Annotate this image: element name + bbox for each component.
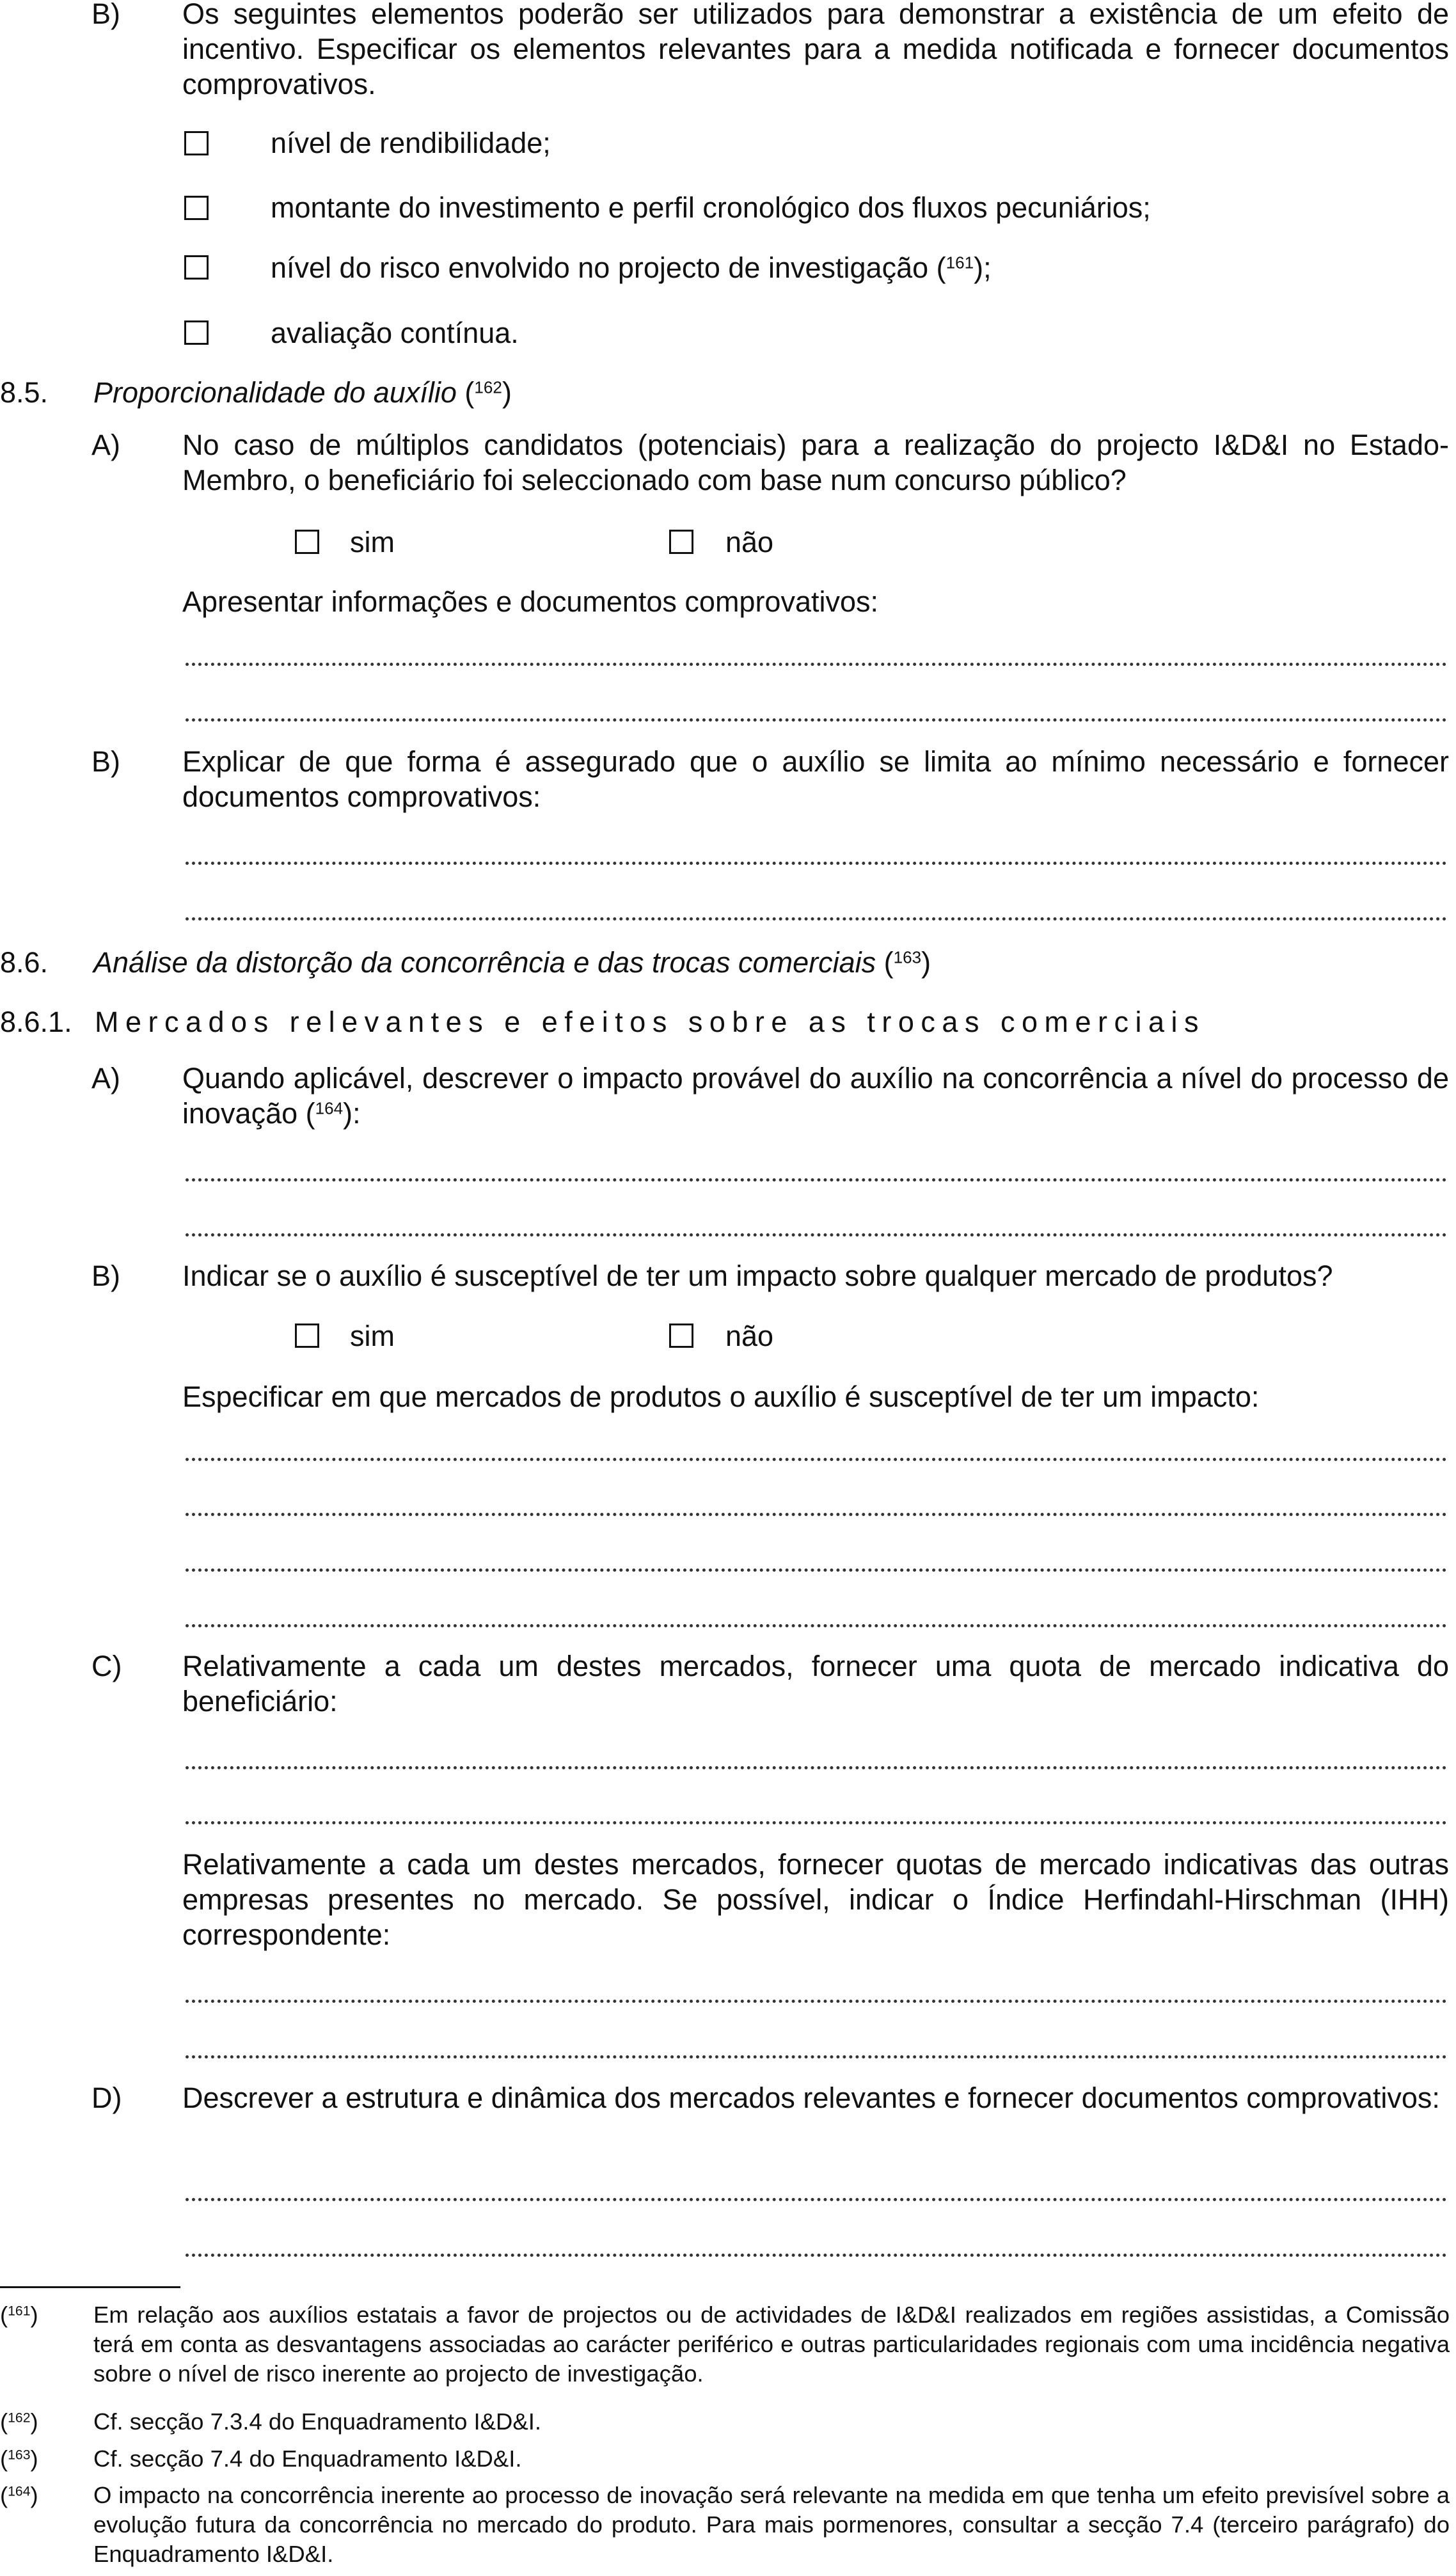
answer-line[interactable] xyxy=(186,862,1447,865)
section-8-6-ref-open: ( xyxy=(876,946,894,979)
footnote-163-label: ($^{163}$) xyxy=(0,2446,38,2472)
footnote-161-number: 161 xyxy=(8,2303,31,2319)
section-8-6-1-number: 8.6.1. xyxy=(0,1006,72,1038)
section-8-6-number: 8.6. xyxy=(0,946,49,979)
option-investimento: montante do investimento e perfil cronológico dos fluxos pecuniários; xyxy=(271,191,1151,224)
section-8-5-number: 8.5. xyxy=(0,376,49,409)
s861-d-question: Descrever a estrutura e dinâmica dos mercados relevantes e fornecer documentos comprovativos: xyxy=(182,2082,1440,2114)
option-avaliacao: avaliação contínua. xyxy=(271,317,519,349)
s861-a-question-text: Quando aplicável, descrever o impacto provável do auxílio na concorrência a nível do processo de inovação ( xyxy=(182,1062,1449,1130)
s85-a-label: A) xyxy=(91,429,120,461)
answer-line[interactable] xyxy=(186,917,1447,921)
section-8-6-ref-close: ) xyxy=(921,946,931,979)
footnote-164-label: ($^{164}$) xyxy=(0,2482,38,2508)
s861-a-question xyxy=(182,1061,1449,1131)
s861-b-checkbox-sim[interactable] xyxy=(295,1324,319,1348)
s85-a-checkbox-nao[interactable] xyxy=(669,530,693,554)
answer-line[interactable] xyxy=(186,2198,1447,2201)
s85-b-question: Explicar de que forma é assegurado que o auxílio se limita ao mínimo necessário e fornecer documentos comprovativos: xyxy=(182,745,1449,813)
s861-b-label: B) xyxy=(91,1260,120,1292)
section-8-5-title: Proporcionalidade do auxílio xyxy=(93,376,457,409)
section-8-6-title: Análise da distorção da concorrência e das trocas comerciais xyxy=(93,946,876,979)
s861-c-label: C) xyxy=(91,1650,122,1682)
section-8-6-1-title: Mercados relevantes e efeitos sobre as trocas comerciais xyxy=(95,1006,1206,1038)
section-8-5-ref-open: ( xyxy=(456,376,475,409)
option-risco-text: nível do risco envolvido no projecto de investigação ( xyxy=(271,251,946,284)
checkbox-investimento[interactable] xyxy=(184,196,209,220)
answer-line[interactable] xyxy=(186,718,1447,722)
s861-b-specify-prompt: Especificar em que mercados de produtos o auxílio é susceptível de ter um impacto: xyxy=(182,1380,1260,1413)
s861-b-label-nao: não xyxy=(725,1320,774,1352)
s861-b-checkbox-nao[interactable] xyxy=(669,1324,693,1348)
answer-line[interactable] xyxy=(186,1766,1447,1769)
checkbox-rendibilidade[interactable] xyxy=(184,131,209,155)
answer-line[interactable] xyxy=(186,1821,1447,1824)
answer-line[interactable] xyxy=(186,1624,1447,1627)
s861-b-question: Indicar se o auxílio é susceptível de ter um impacto sobre qualquer mercado de produtos? xyxy=(182,1260,1333,1292)
answer-line[interactable] xyxy=(186,1458,1447,1461)
section-b-intro-text: Os seguintes elementos poderão ser utilizados para demonstrar a existência de um efeito de incentivo. Especificar os elementos relevantes para a medida notificada e fornecer documentos comprovativos. xyxy=(182,0,1449,100)
section-8-5-heading xyxy=(93,375,512,411)
footnote-ref-161[interactable]: 161 xyxy=(946,253,974,273)
footnote-164-text: O impacto na concorrência inerente ao processo de inovação será relevante na medida em que tenha um efeito previsível sobre a evolução futura da concorrência no mercado do produto. Para mais pormenores, consultar a secção 7.4 (terceiro parágrafo) do Enquadramento I&D&I. xyxy=(93,2482,1450,2567)
s861-b-label-sim: sim xyxy=(350,1320,395,1352)
answer-line[interactable] xyxy=(186,2055,1447,2058)
s861-c-question-2: Relativamente a cada um destes mercados, fornecer quotas de mercado indicativas das outras empresas presentes no mercado. Se possível, indicar o Índice Herfindahl-Hirschman (IHH) correspondente: xyxy=(182,1848,1449,1951)
answer-line[interactable] xyxy=(186,1178,1447,1181)
s85-a-label-sim: sim xyxy=(350,526,395,558)
s861-a-label: A) xyxy=(91,1062,120,1094)
footnote-162-label: ($^{162}$) xyxy=(0,2408,38,2435)
footnote-163-number: 163 xyxy=(8,2447,31,2463)
checkbox-risco[interactable] xyxy=(184,255,209,280)
section-b-label: B) xyxy=(91,0,120,30)
section-8-5-ref-close: ) xyxy=(502,376,512,409)
s85-a-checkbox-sim[interactable] xyxy=(295,530,319,554)
answer-line[interactable] xyxy=(186,1513,1447,1516)
s85-a-label-nao: não xyxy=(725,526,774,558)
answer-line[interactable] xyxy=(186,2000,1447,2003)
s861-c-question: Relativamente a cada um destes mercados, fornecer uma quota de mercado indicativa do beneficiário: xyxy=(182,1650,1449,1718)
s85-a-info-prompt: Apresentar informações e documentos comprovativos: xyxy=(182,585,879,618)
option-risco xyxy=(271,250,992,286)
answer-line[interactable] xyxy=(186,2254,1447,2257)
footnote-164-number: 164 xyxy=(8,2484,31,2499)
s861-d-label: D) xyxy=(91,2082,122,2114)
answer-line[interactable] xyxy=(186,1569,1447,1572)
footnote-162-number: 162 xyxy=(8,2410,31,2426)
footnote-161-text: Em relação aos auxílios estatais a favor de projectos ou de actividades de I&D&I realizados em regiões assistidas, a Comissão terá em conta as desvantagens associadas ao carácter periférico e outras particularidades regionais com uma incidência negativa sobre o nível de risco inerente ao projecto de investigação. xyxy=(93,2302,1450,2387)
option-rendibilidade: nível de rendibilidade; xyxy=(271,127,551,159)
s861-a-question-close: ): xyxy=(343,1097,361,1130)
footnote-ref-162[interactable]: 162 xyxy=(474,377,502,397)
footnote-162-text: Cf. secção 7.3.4 do Enquadramento I&D&I. xyxy=(93,2408,541,2435)
footnote-ref-163[interactable]: 163 xyxy=(893,947,922,967)
answer-line[interactable] xyxy=(186,663,1447,666)
option-risco-close: ); xyxy=(974,251,992,284)
s85-a-question: No caso de múltiplos candidatos (potenciais) para a realização do projecto I&D&I no Estado-Membro, o beneficiário foi seleccionado com base num concurso público? xyxy=(182,429,1449,496)
footnote-separator xyxy=(0,2286,180,2288)
footnote-ref-164[interactable]: 164 xyxy=(315,1098,344,1118)
s85-b-label: B) xyxy=(91,745,120,778)
section-8-6-heading xyxy=(93,945,931,981)
footnote-161-label: ($^{161}$) xyxy=(0,2302,38,2328)
footnote-163-text: Cf. secção 7.4 do Enquadramento I&D&I. xyxy=(93,2446,522,2472)
checkbox-avaliacao[interactable] xyxy=(184,320,209,345)
answer-line[interactable] xyxy=(186,1233,1447,1237)
